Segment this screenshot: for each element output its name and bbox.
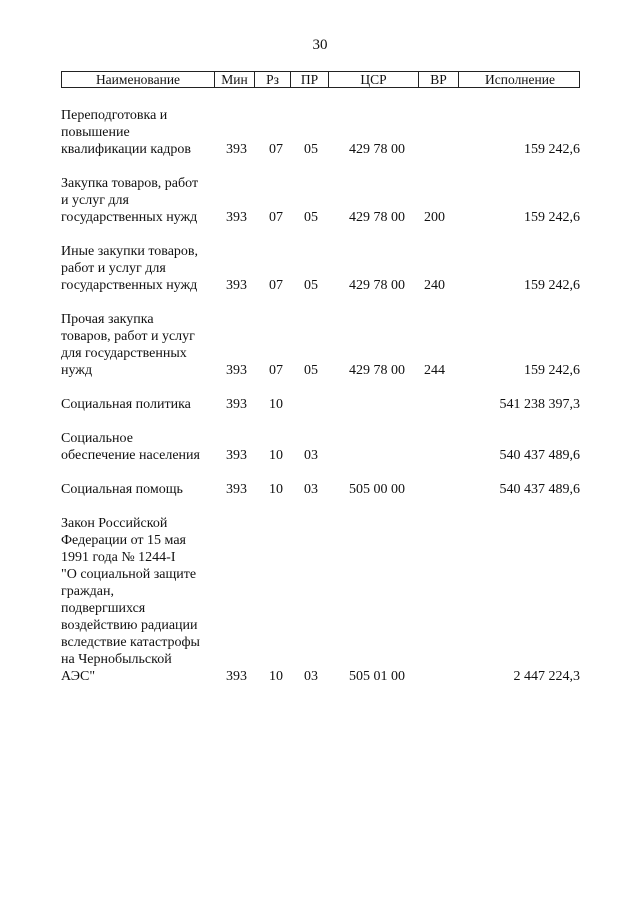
- row-rz: 10: [269, 397, 283, 412]
- row-min: 393: [226, 448, 247, 463]
- row-exec: 159 242,6: [524, 210, 580, 225]
- row-csr: 429 78 00: [349, 210, 405, 225]
- row-exec: 540 437 489,6: [499, 448, 580, 463]
- row-csr: 505 00 00: [349, 482, 405, 497]
- row-min: 393: [226, 142, 247, 157]
- row-name: Закупка товаров, работ и услуг для государственных нужд: [61, 176, 199, 225]
- row-name: Иные закупки товаров, работ и услуг для государственных нужд: [61, 244, 199, 293]
- row-rz: 10: [269, 669, 283, 684]
- table-row: [61, 430, 580, 464]
- budget-table: [61, 71, 580, 702]
- header-rz: Рз: [255, 72, 291, 88]
- row-vr: 244: [424, 363, 445, 378]
- row-exec: 159 242,6: [524, 278, 580, 293]
- row-rz: 10: [269, 448, 283, 463]
- row-min: 393: [226, 397, 247, 412]
- row-pr: 03: [304, 482, 318, 497]
- row-exec: 2 447 224,3: [513, 669, 580, 684]
- row-vr: 200: [424, 210, 445, 225]
- row-rz: 07: [269, 142, 283, 157]
- header-min: Мин: [215, 72, 255, 88]
- table-body: [61, 107, 580, 685]
- header-csr: ЦСР: [329, 72, 419, 88]
- row-csr: 429 78 00: [349, 142, 405, 157]
- row-pr: 03: [304, 448, 318, 463]
- table-row: [61, 396, 580, 413]
- row-exec: 159 242,6: [524, 142, 580, 157]
- row-min: 393: [226, 278, 247, 293]
- table-header: [61, 71, 580, 88]
- row-min: 393: [226, 482, 247, 497]
- row-min: 393: [226, 210, 247, 225]
- header-vr: ВР: [419, 72, 459, 88]
- row-name: Социальная помощь: [61, 482, 183, 497]
- table-row: [61, 481, 580, 498]
- row-csr: 505 01 00: [349, 669, 405, 684]
- header-name: Наименование: [62, 72, 215, 88]
- row-rz: 07: [269, 363, 283, 378]
- row-name: Закон Российской Федерации от 15 мая 1991 года № 1244-I "О социальной защите граждан, подвергшихся воздействию радиации вследствие катастрофы на Чернобыльской АЭС": [61, 516, 200, 684]
- row-rz: 07: [269, 278, 283, 293]
- row-pr: 05: [304, 142, 318, 157]
- row-name: Прочая закупка товаров, работ и услуг для государственных нужд: [61, 312, 195, 378]
- row-pr: 05: [304, 278, 318, 293]
- row-rz: 10: [269, 482, 283, 497]
- table-row: [61, 175, 580, 226]
- table-row: [61, 515, 580, 685]
- header-exec: Исполнение: [485, 72, 555, 87]
- table-row: [61, 311, 580, 379]
- page-number: 30: [312, 37, 328, 53]
- row-csr: 429 78 00: [349, 278, 405, 293]
- row-rz: 07: [269, 210, 283, 225]
- row-name: Социальная политика: [61, 397, 191, 412]
- row-vr: 240: [424, 278, 445, 293]
- row-exec: 541 238 397,3: [499, 397, 580, 412]
- row-name: Социальное обеспечение населения: [61, 431, 200, 463]
- row-min: 393: [226, 363, 247, 378]
- row-csr: 429 78 00: [349, 363, 405, 378]
- row-name: Переподготовка и повышение квалификации кадров: [61, 108, 191, 157]
- row-pr: 03: [304, 669, 318, 684]
- row-pr: 05: [304, 363, 318, 378]
- table-row: [61, 243, 580, 294]
- row-exec: 159 242,6: [524, 363, 580, 378]
- table-row: [61, 107, 580, 158]
- row-exec: 540 437 489,6: [499, 482, 580, 497]
- row-pr: 05: [304, 210, 318, 225]
- header-pr: ПР: [291, 72, 329, 88]
- row-min: 393: [226, 669, 247, 684]
